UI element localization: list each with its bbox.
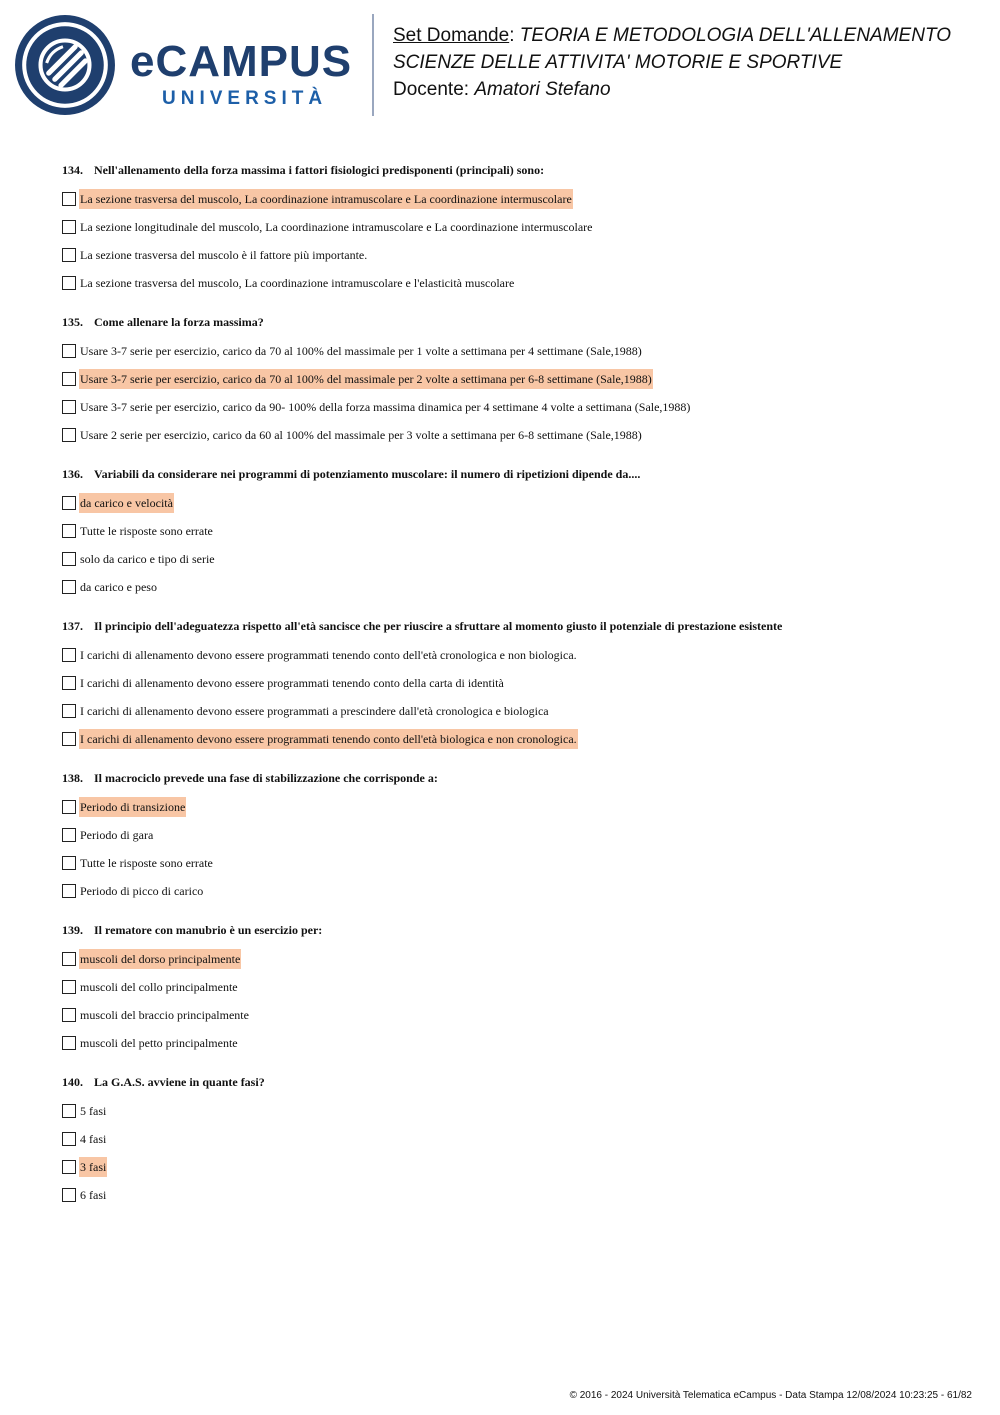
answer-checkbox[interactable]	[62, 524, 76, 538]
set-line	[393, 22, 993, 49]
question-title	[62, 464, 962, 484]
answer-option[interactable]	[62, 725, 962, 753]
answer-checkbox[interactable]	[62, 856, 76, 870]
answer-text: Usare 3-7 serie per esercizio, carico da 90- 100% della forza massima dinamica per 4 settimane 4 volte a settimana (Sale,1988)	[80, 400, 691, 414]
answer-text: 6 fasi	[80, 1188, 107, 1202]
answer-checkbox[interactable]	[62, 980, 76, 994]
answer-checkbox[interactable]	[62, 580, 76, 594]
question-block	[62, 768, 962, 905]
answer-option[interactable]	[62, 365, 962, 393]
answer-option[interactable]	[62, 421, 962, 449]
answer-checkbox[interactable]	[62, 704, 76, 718]
brand-name: eCAMPUS	[130, 37, 353, 86]
question-number: 137.	[62, 619, 83, 633]
answer-text: muscoli del collo principalmente	[80, 980, 238, 994]
set-label: Set Domande	[393, 25, 510, 46]
answer-text: La sezione trasversa del muscolo è il fattore più importante.	[80, 248, 368, 262]
answer-text-correct: muscoli del dorso principalmente	[79, 949, 241, 969]
question-block	[62, 464, 962, 601]
answer-text: I carichi di allenamento devono essere programmati tenendo conto dell'età cronologica e non biologica.	[80, 648, 577, 662]
answer-option[interactable]	[62, 1097, 962, 1125]
question-text: Nell'allenamento della forza massima i fattori fisiologici predisponenti (principali) sono:	[94, 163, 545, 177]
answer-text: Usare 2 serie per esercizio, carico da 60 al 100% del massimale per 3 volte a settimana per 6-8 settimane (Sale,1988)	[80, 428, 642, 442]
answer-text: muscoli del braccio principalmente	[80, 1008, 249, 1022]
question-title	[62, 768, 962, 788]
answer-option[interactable]	[62, 877, 962, 905]
question-block	[62, 920, 962, 1057]
question-title	[62, 160, 962, 180]
brand-subtitle: UNIVERSITÀ	[162, 88, 328, 109]
answer-option[interactable]	[62, 641, 962, 669]
answer-text: muscoli del petto principalmente	[80, 1036, 238, 1050]
page-header	[0, 0, 1000, 130]
question-number: 139.	[62, 923, 83, 937]
question-number: 136.	[62, 467, 83, 481]
answer-option[interactable]	[62, 945, 962, 973]
teacher-name: Amatori Stefano	[474, 79, 611, 100]
set-separator: :	[509, 25, 520, 46]
question-text: La G.A.S. avviene in quante fasi?	[94, 1075, 265, 1089]
degree-title: SCIENZE DELLE ATTIVITA' MOTORIE E SPORTIVE	[393, 52, 843, 73]
answer-checkbox[interactable]	[62, 248, 76, 262]
answer-option[interactable]	[62, 849, 962, 877]
answer-text: La sezione trasversa del muscolo, La coordinazione intramuscolare e l'elasticità muscolare	[80, 276, 515, 290]
question-title	[62, 920, 962, 940]
question-text: Come allenare la forza massima?	[94, 315, 264, 329]
answer-checkbox[interactable]	[62, 1008, 76, 1022]
answer-option[interactable]	[62, 185, 962, 213]
course-title: TEORIA E METODOLOGIA DELL'ALLENAMENTO	[519, 25, 951, 46]
answer-option[interactable]	[62, 669, 962, 697]
answer-text: Tutte le risposte sono errate	[80, 856, 213, 870]
answer-text: Periodo di picco di carico	[80, 884, 204, 898]
question-title	[62, 312, 962, 332]
ecampus-seal-logo	[14, 14, 116, 116]
answer-option[interactable]	[62, 489, 962, 517]
answer-checkbox[interactable]	[62, 1188, 76, 1202]
answer-text: solo da carico e tipo di serie	[80, 552, 215, 566]
answer-checkbox[interactable]	[62, 372, 76, 386]
answer-option[interactable]	[62, 393, 962, 421]
answer-text: 4 fasi	[80, 1132, 107, 1146]
page-footer: © 2016 - 2024 Università Telematica eCampus - Data Stampa 12/08/2024 10:23:25 - 61/82	[569, 1390, 972, 1401]
answer-text: Periodo di gara	[80, 828, 154, 842]
answer-option[interactable]	[62, 213, 962, 241]
answer-option[interactable]	[62, 517, 962, 545]
answer-checkbox[interactable]	[62, 276, 76, 290]
answer-text: I carichi di allenamento devono essere programmati a prescindere dall'età cronologica e biologica	[80, 704, 549, 718]
question-title	[62, 1072, 962, 1092]
answer-checkbox[interactable]	[62, 732, 76, 746]
answer-text: Tutte le risposte sono errate	[80, 524, 213, 538]
answer-checkbox[interactable]	[62, 1132, 76, 1146]
answer-option[interactable]	[62, 545, 962, 573]
question-title	[62, 616, 962, 636]
answer-option[interactable]	[62, 1125, 962, 1153]
question-list	[62, 160, 962, 1224]
answer-checkbox[interactable]	[62, 220, 76, 234]
answer-option[interactable]	[62, 697, 962, 725]
question-block	[62, 160, 962, 297]
answer-checkbox[interactable]	[62, 676, 76, 690]
question-text: Il principio dell'adeguatezza rispetto all'età sancisce che per riuscire a sfruttare al momento giusto il potenziale di prestazione esistente	[94, 619, 783, 633]
answer-text: La sezione longitudinale del muscolo, La coordinazione intramuscolare e La coordinazione intermuscolare	[80, 220, 593, 234]
question-text: Il macrociclo prevede una fase di stabilizzazione che corrisponde a:	[94, 771, 438, 785]
answer-checkbox[interactable]	[62, 648, 76, 662]
answer-checkbox[interactable]	[62, 344, 76, 358]
answer-option[interactable]	[62, 793, 962, 821]
question-block	[62, 616, 962, 753]
answer-option[interactable]	[62, 241, 962, 269]
answer-text: Usare 3-7 serie per esercizio, carico da 70 al 100% del massimale per 1 volte a settimana per 4 settimane (Sale,1988)	[80, 344, 642, 358]
question-text: Variabili da considerare nei programmi di potenziamento muscolare: il numero di ripetizioni dipende da....	[94, 467, 641, 481]
question-number: 134.	[62, 163, 83, 177]
teacher-label: Docente:	[393, 79, 475, 100]
header-info	[393, 22, 993, 103]
question-number: 138.	[62, 771, 83, 785]
question-number: 135.	[62, 315, 83, 329]
answer-text: 5 fasi	[80, 1104, 107, 1118]
answer-text-correct: Usare 3-7 serie per esercizio, carico da 70 al 100% del massimale per 2 volte a settimana per 6-8 settimane (Sale,1988)	[79, 369, 653, 389]
answer-checkbox[interactable]	[62, 428, 76, 442]
answer-option[interactable]	[62, 1153, 962, 1181]
answer-option[interactable]	[62, 337, 962, 365]
answer-checkbox[interactable]	[62, 552, 76, 566]
answer-checkbox[interactable]	[62, 884, 76, 898]
answer-text-correct: I carichi di allenamento devono essere programmati tenendo conto dell'età biologica e non cronologica.	[79, 729, 578, 749]
question-block	[62, 312, 962, 449]
answer-checkbox[interactable]	[62, 828, 76, 842]
answer-text-correct: da carico e velocità	[79, 493, 174, 513]
header-divider	[372, 14, 374, 116]
answer-checkbox[interactable]	[62, 1160, 76, 1174]
answer-checkbox[interactable]	[62, 952, 76, 966]
answer-text-correct: 3 fasi	[79, 1157, 107, 1177]
ecampus-wordmark	[130, 38, 360, 112]
question-text: Il rematore con manubrio è un esercizio per:	[94, 923, 323, 937]
answer-checkbox[interactable]	[62, 496, 76, 510]
teacher-line	[393, 76, 993, 103]
answer-option[interactable]	[62, 973, 962, 1001]
answer-option[interactable]	[62, 1001, 962, 1029]
answer-option[interactable]	[62, 269, 962, 297]
answer-checkbox[interactable]	[62, 400, 76, 414]
answer-text: da carico e peso	[80, 580, 157, 594]
answer-checkbox[interactable]	[62, 800, 76, 814]
answer-checkbox[interactable]	[62, 1104, 76, 1118]
answer-text-correct: Periodo di transizione	[79, 797, 186, 817]
answer-checkbox[interactable]	[62, 192, 76, 206]
answer-checkbox[interactable]	[62, 1036, 76, 1050]
answer-option[interactable]	[62, 1181, 962, 1209]
answer-text: I carichi di allenamento devono essere programmati tenendo conto della carta di identità	[80, 676, 504, 690]
answer-option[interactable]	[62, 821, 962, 849]
question-number: 140.	[62, 1075, 83, 1089]
answer-option[interactable]	[62, 1029, 962, 1057]
answer-text-correct: La sezione trasversa del muscolo, La coordinazione intramuscolare e La coordinazione intermuscolare	[79, 189, 573, 209]
answer-option[interactable]	[62, 573, 962, 601]
question-block	[62, 1072, 962, 1209]
